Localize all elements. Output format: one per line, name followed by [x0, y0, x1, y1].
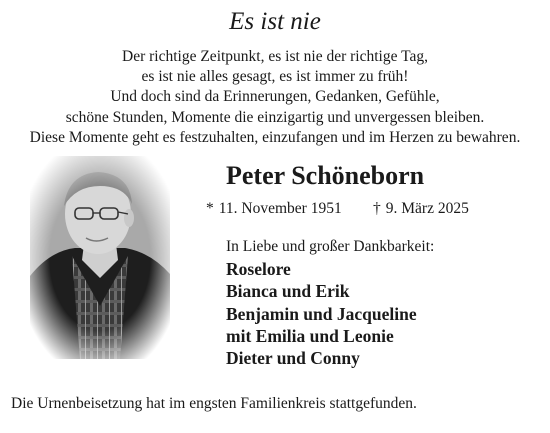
death-cross-icon: † — [373, 200, 381, 217]
thanks-line: In Liebe und großer Dankbarkeit: — [226, 238, 435, 255]
mourner-name: Dieter und Conny — [226, 348, 360, 369]
mourner-name: Bianca und Erik — [226, 281, 350, 302]
birth-star-icon: * — [206, 200, 214, 217]
poem-line: Der richtige Zeitpunkt, es ist nie der richtige Tag, — [122, 48, 428, 65]
poem-line: schöne Stunden, Momente die einzigartig und unvergessen bleiben. — [65, 108, 485, 126]
burial-note: Die Urnenbeisetzung hat im engsten Familienkreis stattgefunden. — [11, 395, 417, 412]
poem-line: es ist nie alles gesagt, es ist immer zu früh! — [141, 68, 409, 86]
deceased-name: Peter Schöneborn — [226, 161, 425, 190]
mourner-name: mit Emilia und Leonie — [226, 325, 394, 346]
mourner-name: Roselore — [226, 259, 291, 279]
birth-date: 11. November 1951 — [218, 200, 342, 217]
mourners-list — [226, 258, 417, 369]
death-date: 9. März 2025 — [385, 200, 469, 217]
poem-line: Diese Momente geht es festzuhalten, einzufangen und im Herzen zu bewahren. — [29, 128, 521, 146]
birth-date-line — [206, 200, 342, 218]
poem-text — [0, 47, 550, 148]
poem-line: Und doch sind da Erinnerungen, Gedanken, Gefühle, — [110, 88, 440, 106]
portrait-photo — [30, 156, 170, 359]
portrait-illustration — [30, 156, 170, 359]
death-date-line — [373, 200, 469, 218]
poem-title: Es ist nie — [229, 8, 321, 35]
mourner-name: Benjamin und Jacqueline — [226, 303, 417, 324]
